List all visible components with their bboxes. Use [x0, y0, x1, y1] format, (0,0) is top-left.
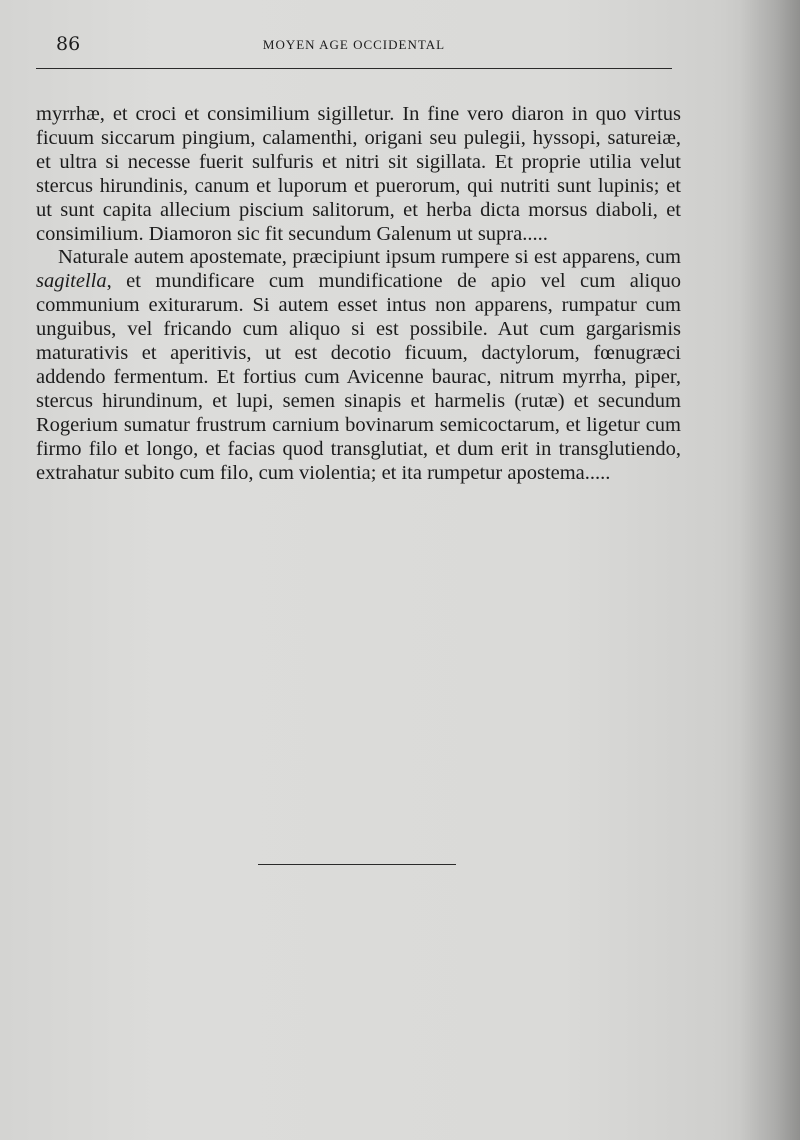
paragraph-2-text-before: Naturale autem apostemate, præcipiunt ipsum rumpere si est apparens, cum — [58, 246, 681, 269]
running-title: MOYEN AGE OCCIDENTAL — [262, 37, 446, 52]
paragraph-2 — [36, 246, 681, 485]
page-header — [36, 33, 672, 57]
page-edge-shadow — [740, 0, 800, 1140]
paragraph-1: myrrhæ, et croci et consimilium sigilletur. In fine vero diaron in quo virtus ficuum siccarum pingium, calamenthi, origani seu pulegii, hyssopi, satureiæ, et ultra si necesse fuerit sulfuris et nitri sit sigillata. Et proprie utilia velut stercus hirundinis, canum et luporum et puerorum, qui nutriti sunt lupinis; et ut sunt capita allecium piscium salitorum, et herba dicta morsus diaboli, et consimilium. Diamoron sic fit secundum Galenum ut supra..... — [36, 103, 681, 245]
paragraph-2-italic-term: sagitella — [36, 270, 107, 293]
paragraph-2-text-after: , et mundificare cum mundificatione de apio vel cum aliquo communium exiturarum. Si autem esset intus non apparens, rumpatur cum unguibus, vel fricando cum aliquo si est possibile. Aut cum gargarismis maturativis et aperitivis, ut est decotio ficuum, dactylorum, fœnugræci addendo fermentum. Et fortius cum Avicenne baurac, nitrum myrrha, piper, stercus hirundinum, et lupi, semen sinapis et harmelis (rutæ) et secundum Rogerium sumatur frustrum carnium bovinarum semicoctarum, et ligetur cum firmo filo et longo, et facias quod transglutiat, et dum erit in transglutiendo, extrahatur subito cum filo, cum violentia; et ita rumpetur apostema..... — [36, 270, 681, 484]
page-number: 86 — [56, 33, 81, 55]
header-rule — [36, 68, 672, 69]
section-end-rule — [258, 864, 456, 865]
body-text — [36, 103, 681, 486]
